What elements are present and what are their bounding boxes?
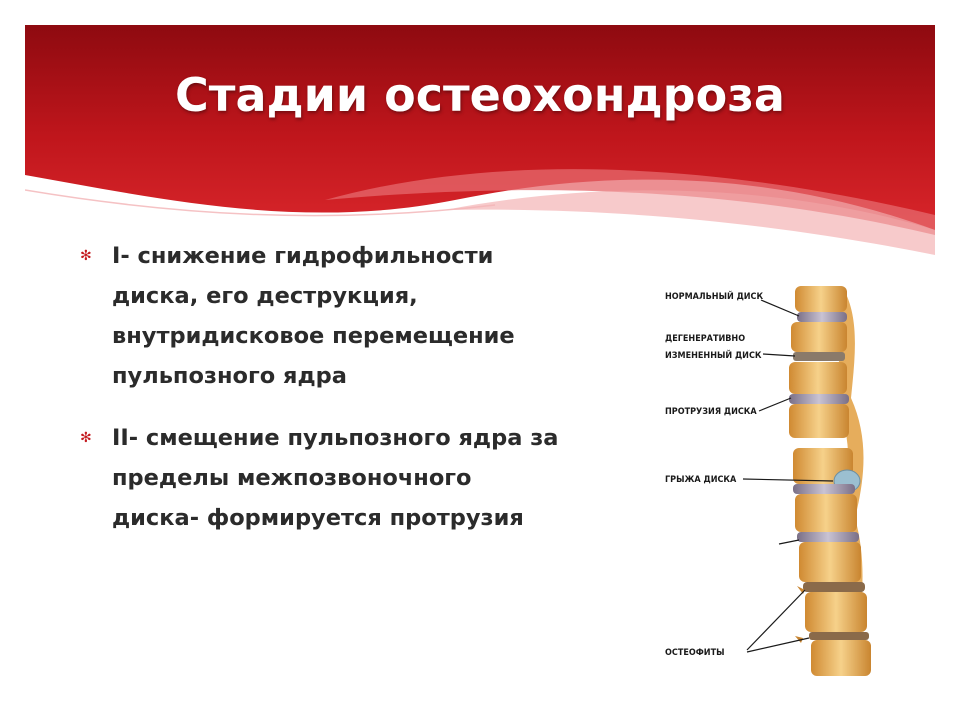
vertebra [789,404,849,438]
disc-degenerated [809,632,869,640]
bullet-text: I- снижение гидрофильности диска, его деструкция, внутридисковое перемещение пульпозного ядра [112,243,515,389]
slide-title: Стадии остеохондроза [175,68,785,122]
vertebra [795,494,857,532]
asterisk-icon: ✻ [80,248,92,264]
asterisk-icon: ✻ [80,430,92,446]
disc-degenerative [793,352,845,361]
label-protrusion: ПРОТРУЗИЯ ДИСКА [665,407,757,417]
disc-normal [797,312,847,322]
spine-illustration [655,278,903,678]
vertebra [795,286,847,312]
bullet-item-stage-1 [80,236,560,396]
vertebra [789,362,847,394]
disc-degenerated [803,582,865,592]
label-degenerative-2: ИЗМЕНЕННЫЙ ДИСК [665,351,762,361]
disc-protrusion [789,394,849,404]
bullet-item-stage-2 [80,418,560,538]
label-hernia: ГРЫЖА ДИСКА [665,475,737,485]
vertebra [799,542,861,582]
label-degenerative-1: ДЕГЕНЕРАТИВНО [665,334,746,344]
vertebra [805,592,867,632]
disc [797,532,859,542]
label-normal-disc: НОРМАЛЬНЫЙ ДИСК [665,292,764,302]
bullet-list [80,236,560,560]
title-banner [25,25,935,255]
bullet-text: II- смещение пульпозного ядра за пределы межпозвоночного диска- формируется протрузия [112,425,559,531]
vertebra [791,322,847,352]
label-osteophytes: ОСТЕОФИТЫ [665,648,725,658]
vertebra [811,640,871,676]
disc [793,484,855,494]
